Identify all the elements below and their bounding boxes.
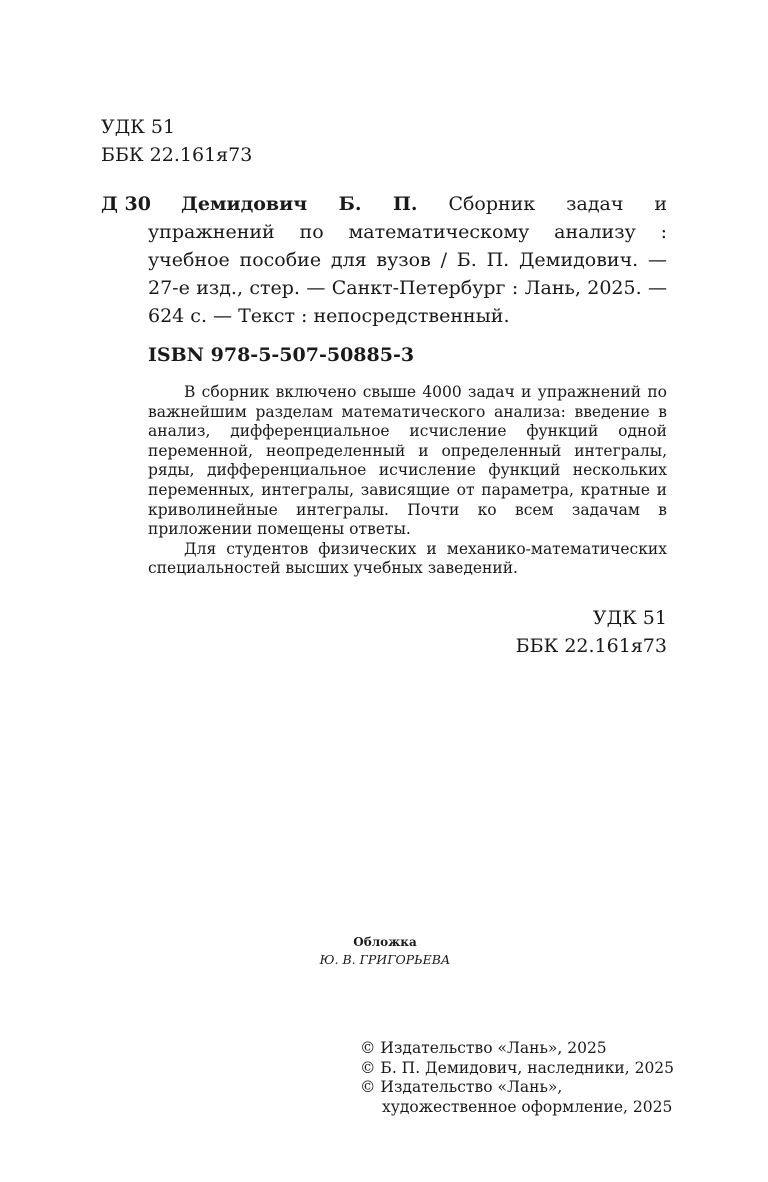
bibliographic-description: [148, 190, 667, 330]
copyright-line: © Издательство «Лань»,: [360, 1078, 563, 1097]
copyright-line: художественное оформление, 2025: [382, 1097, 673, 1116]
cover-designer: Ю. В. ГРИГОРЬЕВА: [319, 952, 451, 967]
isbn: ISBN 978-5-507-50885-3: [148, 344, 415, 366]
udk-bbk-top: [101, 113, 252, 169]
annotation-paragraph: В сборник включено свыше 4000 задач и упражнений по важнейшим разделам математического анализа: введение в анализ, дифференциальное исчисление функций одной переменной, неопределенный и определенный интегралы, ряды, дифференциальное исчисление функций нескольких переменных, интегралы, зависящие от параметра, кратные и криволинейные интегралы. Почти ко всем задачам в приложении помещены ответы.: [148, 383, 667, 539]
copyright-line: © Издательство «Лань», 2025: [360, 1039, 607, 1057]
bibliographic-entry: [101, 190, 667, 330]
author-name: Демидович Б. П.: [181, 193, 418, 215]
audience-paragraph: Для студентов физических и механико-математических специальностей высших учебных заведений.: [148, 539, 667, 578]
annotation: [148, 383, 667, 579]
copyright-line: © Б. П. Демидович, наследники, 2025: [360, 1058, 675, 1077]
author-sign: Д 30: [101, 193, 151, 215]
bbk-code: ББК 22.161я73: [515, 635, 667, 657]
bbk-code: ББК 22.161я73: [101, 144, 253, 166]
udk-bbk-bottom: [516, 604, 667, 660]
udk-code: УДК 51: [592, 607, 667, 629]
book-description: Сборник задач и упражнений по математическому анализу : учебное пособие для вузов / Б. П. Демидович. — 27-е изд., стер. — Санкт-Петербург : Лань, 2025. — 624 с. — Текст : непосредственный.: [148, 193, 667, 327]
copyright-block: [360, 1039, 674, 1117]
cover-credit: [300, 934, 470, 968]
udk-code: УДК 51: [101, 116, 176, 138]
cover-label: Обложка: [353, 935, 417, 949]
